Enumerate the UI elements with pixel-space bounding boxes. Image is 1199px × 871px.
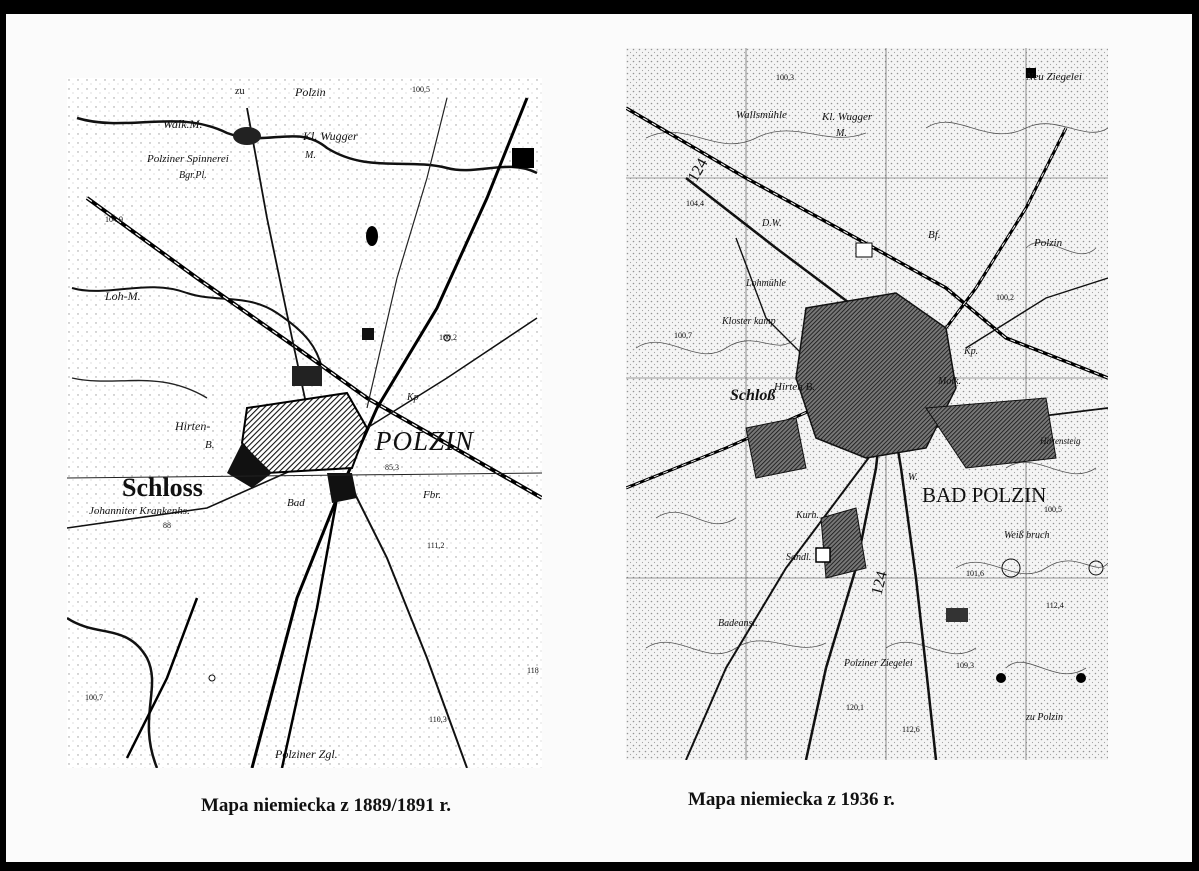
label-polzin-1936: Polzin [1034,237,1063,249]
label-loh-m: Loh-M. [105,289,141,303]
label-hirten-b: Hirten B. [774,381,815,393]
label-schloss: Schloss [122,473,203,502]
label-neu-ziegelei: Neu Ziegelei [1026,71,1082,83]
label-bf: Bf. [928,229,941,241]
map-1936 [626,48,1108,760]
label-bad: Bad [287,497,305,509]
label-badeanst: Badeanst. [718,618,758,629]
height-112-4: 112,4 [1046,601,1064,610]
caption-map-1936: Mapa niemiecka z 1936 r. [688,789,895,810]
height-120-1: 120,1 [846,703,864,712]
height-100-2: 100,2 [439,333,457,342]
label-schloss-1936: Schloß [730,387,776,404]
label-krankenhaus: Johanniter Krankenhs. [89,505,190,517]
label-weiss-bruch: Weiß bruch [1004,530,1050,541]
height-100-2-1936: 100,2 [996,293,1014,302]
height-112-6: 112,6 [902,725,920,734]
label-b: B. [205,439,215,451]
label-road-124-north: 124 [684,155,712,185]
height-118: 118 [527,666,539,675]
label-molk: Molk. [938,376,962,387]
label-dw: D.W. [762,218,782,229]
height-101-6: 101,6 [966,569,984,578]
label-hirten: Hirten- [175,419,211,433]
label-kp-1936: Kp. [964,346,979,357]
label-lohmuhle: Lohmühle [746,278,786,289]
label-kloster-kamp: Kloster kamp [722,316,776,327]
height-88: 88 [163,521,171,530]
label-road-124-south: 124 [868,569,892,598]
height-100-7-1936: 100,7 [674,331,692,340]
label-sandl: Sandl. [786,552,812,563]
label-polzin-small: Polzin [295,85,326,99]
height-100-5: 100,5 [412,85,430,94]
height-111-2: 111,2 [427,541,445,550]
height-109-3: 109,3 [956,661,974,670]
label-wallsmuhle: Wallsmühle [736,109,787,121]
height-100-5-1936: 100,5 [1044,505,1062,514]
map-1889-drawing [67,78,542,768]
caption-map-1889: Mapa niemiecka z 1889/1891 r. [201,795,451,816]
height-100-3: 100,3 [776,73,794,82]
label-ziegelei: Polziner Zgl. [275,747,338,761]
map-1936-drawing [626,48,1108,760]
label-walk-m: Walk.M. [163,117,203,131]
height-100-7: 100,7 [85,693,103,702]
label-m-1936: M. [836,128,847,139]
label-zu-polzin: zu Polzin [1026,712,1063,723]
label-spinnerei: Polziner Spinnerei [147,153,229,165]
label-w: W. [908,472,918,483]
label-polziner-ziegelei: Polziner Ziegelei [844,658,913,669]
height-104-9: 104,9 [105,215,123,224]
label-m: M. [305,150,316,161]
label-polzin-town: POLZIN [375,426,475,456]
height-85-3: 85,3 [385,463,399,472]
label-bgr: Bgr.Pl. [179,170,207,181]
label-hirtensteig: Hirtensteig [1040,436,1081,446]
label-zu: zu [235,86,245,97]
label-kp: Kp [407,392,419,403]
map-1889-1891 [67,78,542,768]
scanned-page [6,14,1192,862]
height-110-3: 110,3 [429,715,447,724]
label-kl-wugger: Kl. Wugger [303,129,358,143]
label-kurh: Kurh. [796,510,819,521]
label-kl-wugger-1936: Kl. Wugger [822,111,873,123]
height-104-4: 104,4 [686,199,704,208]
label-bad-polzin: BAD POLZIN [922,483,1047,507]
label-fbr: Fbr. [423,489,442,501]
